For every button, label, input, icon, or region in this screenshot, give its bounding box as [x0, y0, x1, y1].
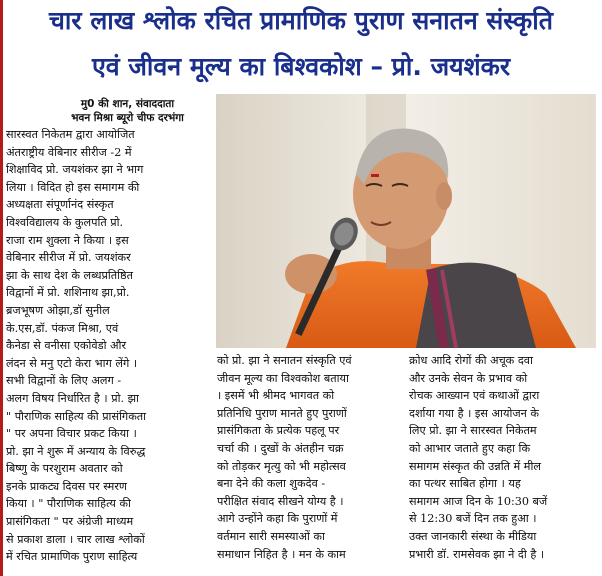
column-1-line: प्रासंगिकता " पर अंग्रेजी माध्यम	[6, 515, 134, 529]
article-column-1	[6, 126, 205, 566]
left-edge-bar	[0, 0, 3, 576]
column-3-line: दर्शाया गया है । इस आयोजन के	[409, 406, 540, 420]
headline-line-2: एवं जीवन मूल्य का बिश्वकोश – प्रो. जयशंकर	[91, 52, 511, 81]
column-1-line: कैनेडा से वनीसा एकोवेडो और	[6, 339, 127, 353]
column-1-line: " पौराणिक साहित्य की प्रासंगिकता	[6, 409, 147, 423]
column-1-line: वेबिनार सीरीज में प्रो. जयशंकर	[6, 251, 131, 265]
column-1-line: शिक्षाविद प्रो. जयशंकर झा ने भाग	[6, 163, 144, 177]
byline-bureau: भवन मिश्रा ब्यूरो चीफ दरभंगा	[71, 112, 184, 124]
column-3-line: उक्त जानकारी संस्था के मीडिया	[409, 529, 537, 543]
article-column-2	[217, 352, 397, 563]
column-1-line: किया । " पौराणिक साहित्य की	[6, 497, 131, 511]
column-1-line: के.एस,डॉ. पंकज मिश्रा, एवं	[6, 321, 119, 335]
column-2-line: । इसमें भी श्रीमद भागवत को	[217, 389, 335, 403]
article-column-3	[409, 352, 595, 563]
column-2-line: चर्चा की । दुखों के अंतहीन चक्र	[217, 441, 344, 455]
column-1-line: विद्वानों में प्रो. शशिनाथ झा,प्रो.	[6, 286, 130, 300]
column-1-line: सभी विद्वानों के लिए अलग -	[6, 374, 122, 388]
column-2-line: प्रतिनिधि पुराण मानते हुए पुराणों	[217, 406, 347, 420]
column-1-line: " पर अपना विचार प्रकट किया ।	[6, 427, 137, 441]
column-2-line: वर्तमान सारी समस्याओं का	[217, 529, 325, 543]
column-3-line: को आभार जताते हुए कहा कि	[409, 441, 531, 455]
column-1-line: राजा राम शुक्ला ने किया । इस	[6, 233, 129, 247]
column-3-line: समागम संस्कृत की उन्नति में मील	[409, 459, 541, 473]
column-3-line: से 12:30 बजें दिन तक हुआ ।	[409, 512, 537, 526]
speaker-photo	[216, 94, 596, 348]
column-1-line: अध्यक्षता संपूर्णानंद संस्कृत	[6, 198, 114, 212]
column-1-line: सारस्वत निकेतम द्वारा आयोजित	[6, 128, 135, 141]
column-3-line: और उनके सेवन के प्रभाव को	[409, 371, 528, 385]
column-2-line: समाधान निहित है । मन के काम	[217, 547, 346, 561]
column-1-line: प्रो. झा ने शुरू में अन्याय के विरुद्ध	[6, 444, 146, 458]
column-1-line: लिया । विदित हो इस समागम की	[6, 180, 140, 194]
column-2-line: आगे उन्होंने कहा कि पुराणों में	[217, 512, 338, 526]
byline-reporter: मु0 की शान, संवाददाता	[80, 98, 175, 110]
column-1-line: ब्रजभूषण ओझा,डॉ सुनील	[6, 303, 110, 317]
column-3-line: का पत्थर साबित होगा । यह	[409, 477, 521, 491]
column-3-line: क्रोध आदि रोगों की अचूक दवा	[409, 354, 533, 367]
column-3-line: रोचक आख्यान एवं कथाओं द्वारा	[409, 389, 540, 403]
column-2-line: को प्रो. झा ने सनातन संस्कृति एवं	[217, 354, 352, 367]
column-3-line: समागम आज दिन के 10:30 बजें	[409, 494, 548, 508]
column-3-line: लिए प्रो. झा ने सारस्वत निकेतम	[409, 424, 537, 438]
column-1-line: से प्रकाश डाला । चार लाख श्लोकों	[6, 532, 145, 546]
column-1-line: अलग विषय निर्धारित है । प्रो. झा	[6, 391, 139, 405]
byline	[40, 97, 215, 125]
column-2-line: जीवन मूल्य का विश्वकोश बताया	[217, 371, 349, 385]
speaker-photo-illustration	[216, 94, 596, 348]
column-2-line: को तोड़कर मृत्यु को भी महोत्सव	[217, 459, 346, 473]
column-2-line: प्रासंगिकता के प्रत्येक पहलू पर	[217, 424, 340, 438]
column-2-line: बना देने की कला शुकदेव -	[217, 477, 326, 491]
column-1-line: लंदन से मनु एटो केरा भाग लेंगे ।	[6, 356, 138, 370]
column-1-line: अंतराष्ट्रीय वेबिनार सीरीज -2 में	[6, 145, 132, 159]
column-1-line: इनके प्राकट्य दिवस पर स्मरण	[6, 479, 127, 493]
column-3-line: प्रभारी डॉ. रामसेवक झा ने दी है ।	[409, 547, 545, 561]
column-2-line: परीक्षित संवाद सीखने योग्य है ।	[217, 494, 344, 508]
column-1-line: विश्वविद्यालय के कुलपति प्रो.	[6, 215, 124, 229]
column-1-line: बिष्णु के परशुराम अवतार को	[6, 462, 123, 476]
column-1-line: झा के साथ देश के लब्धप्रतिष्ठित	[6, 268, 133, 282]
headline-line-1: चार लाख श्लोक रचित प्रामाणिक पुराण सनातन संस्कृति	[49, 6, 553, 35]
column-1-line: में रचित प्रामाणिक पुराण साहित्य	[6, 550, 138, 564]
